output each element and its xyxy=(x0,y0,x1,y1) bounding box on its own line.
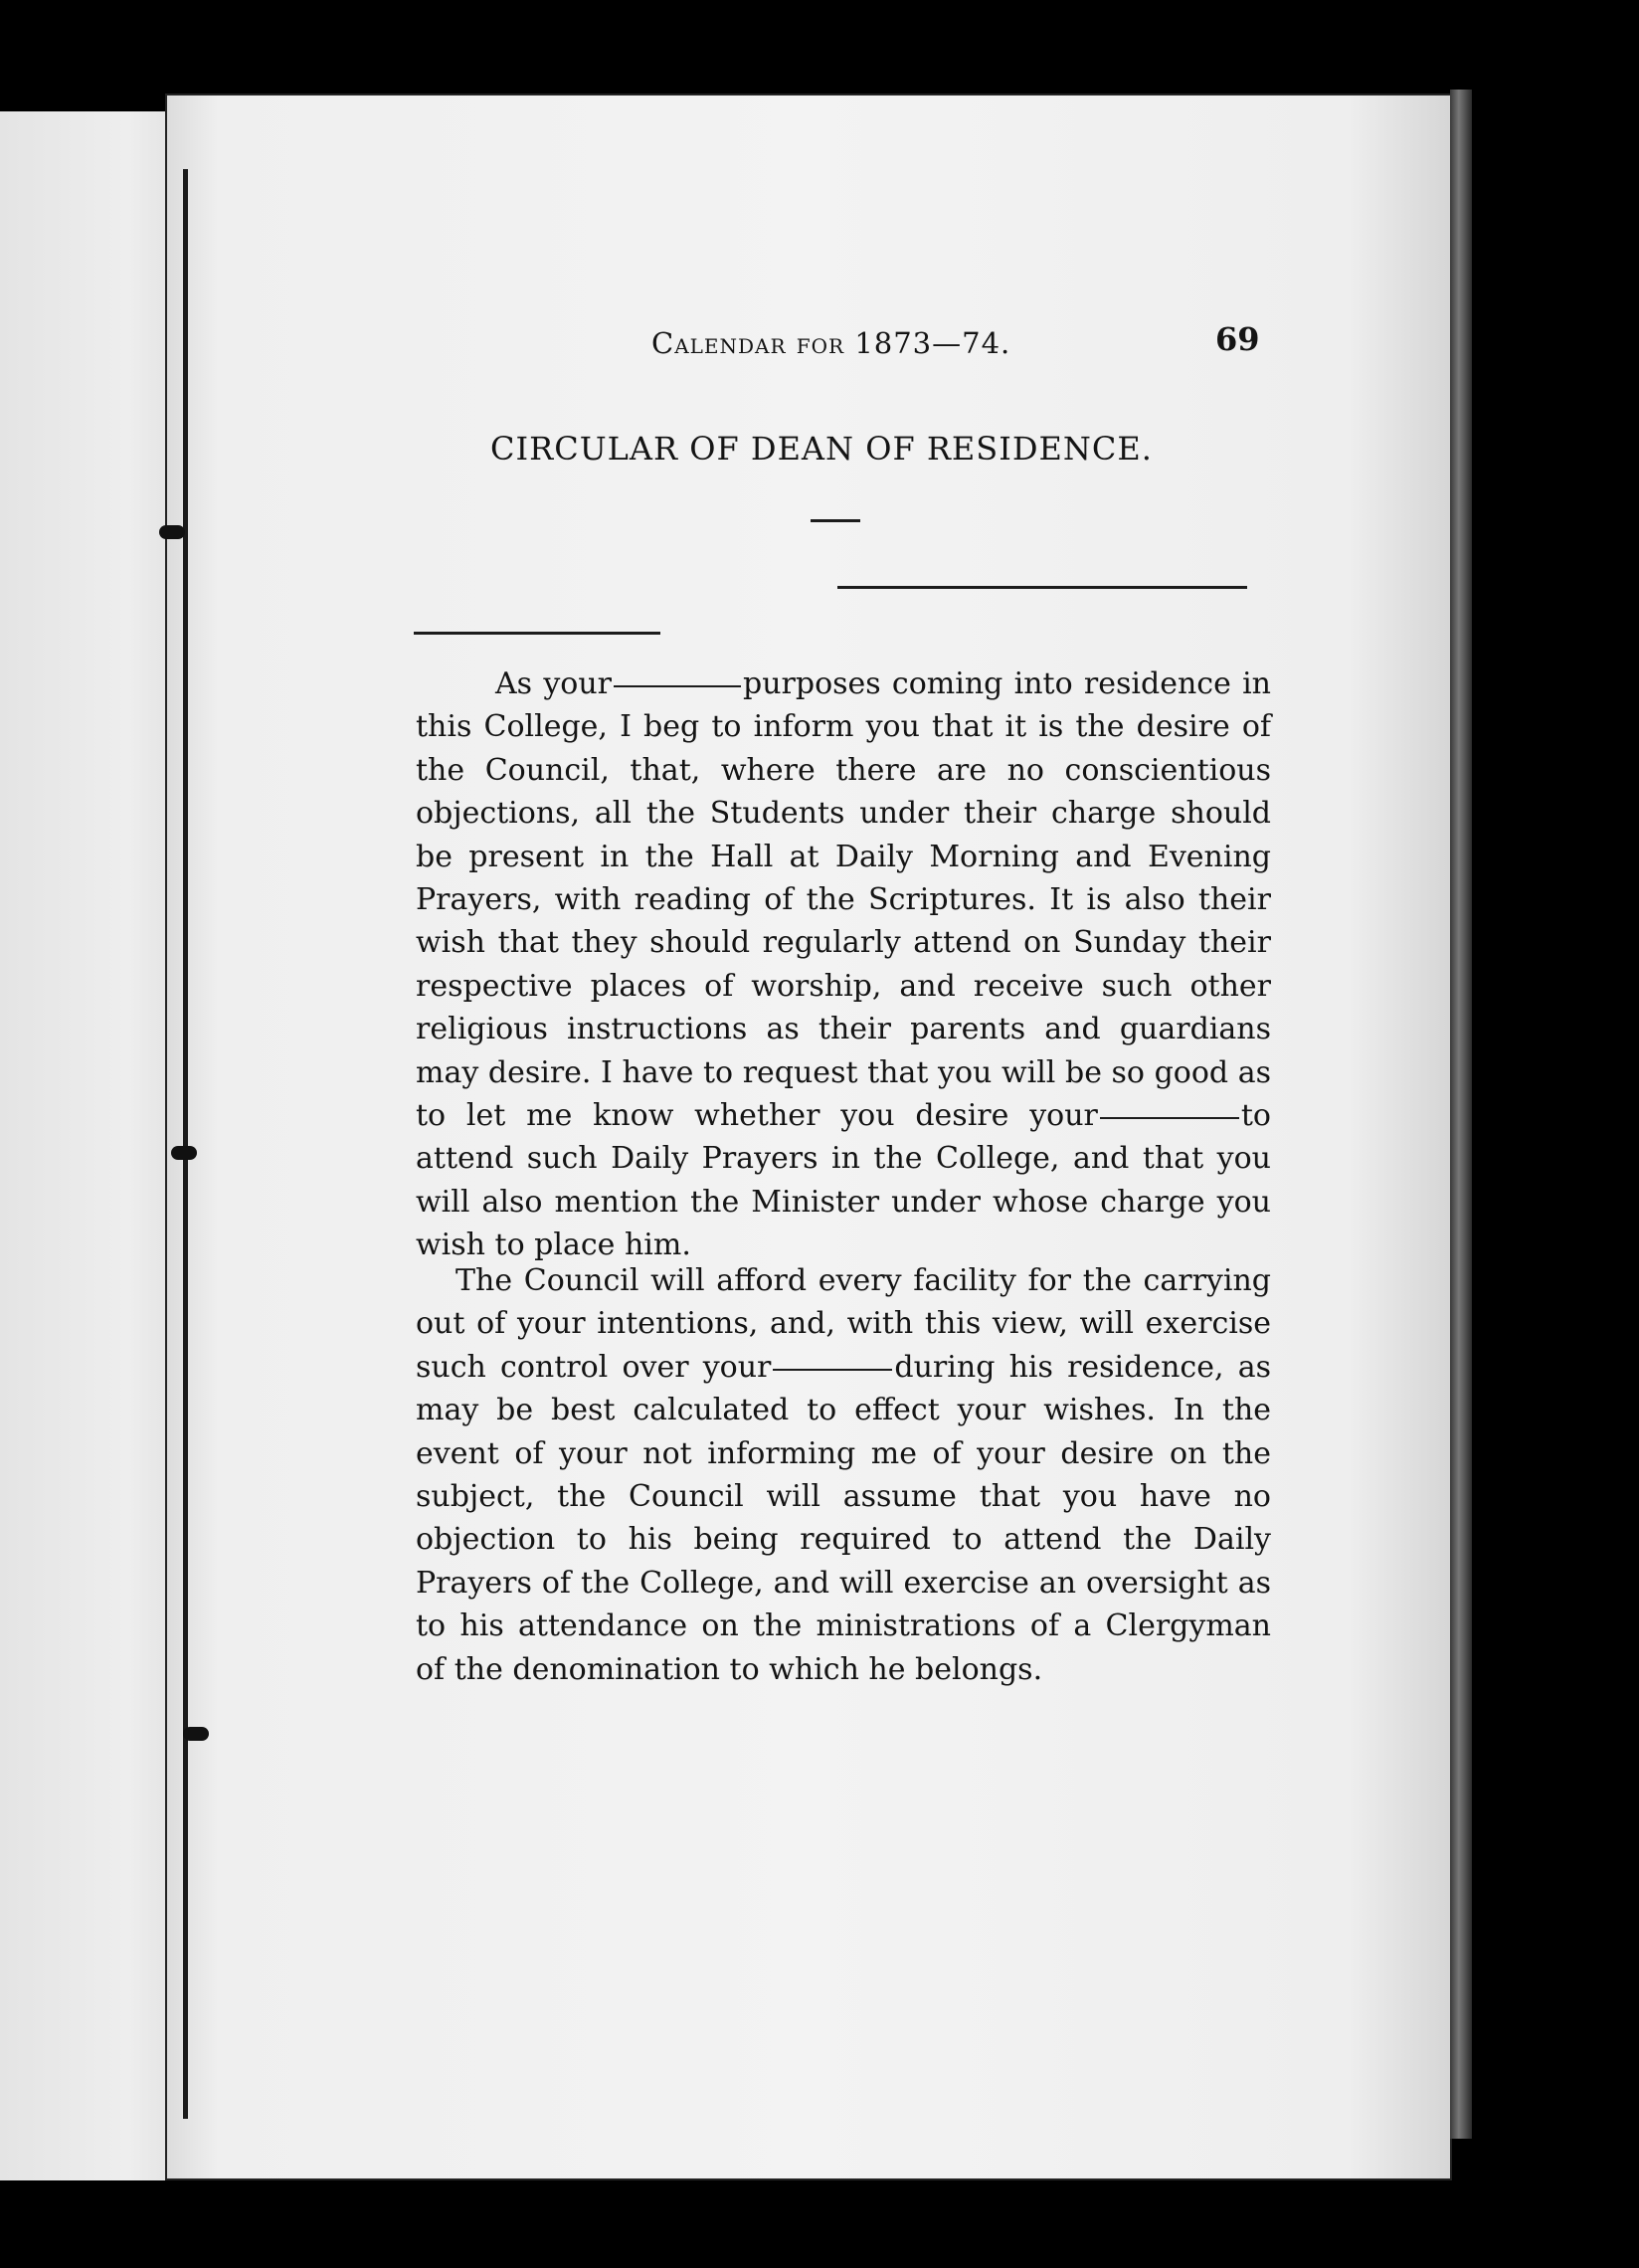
paragraph-1-text-b: purposes coming into residence in this College, I beg to inform you that it is the desire of the Council, that, where there are no conscientious objections, all the Students under their charge should be present in the Hall at Daily Morning and Evening Prayers, with reading of the Scriptures. It is also their wish that they should regularly attend on Sunday their respective places of worship, and receive such other religious instructions as their parents and guardians may desire. I have to request that you will be so good as to let me know whether you desire your xyxy=(416,666,1271,1134)
blank-line xyxy=(1100,1117,1239,1119)
paragraph-1-text-c: to attend such Daily Prayers in the College, and that you will also mention the Minister under whose charge you wish to place him. xyxy=(416,1098,1271,1263)
binding-knot xyxy=(171,1146,197,1160)
date-line xyxy=(837,586,1247,589)
blank-line xyxy=(773,1369,892,1371)
page-title: CIRCULAR OF DEAN OF RESIDENCE. xyxy=(490,430,1153,468)
title-dash xyxy=(811,519,860,522)
page-edge-shadow xyxy=(1450,90,1472,2139)
paragraph-2 xyxy=(416,1259,1271,1691)
binding-thread xyxy=(183,169,188,2119)
paragraph-1 xyxy=(416,662,1271,1267)
paragraph-2-text-a: The Council will afford every facility for the carrying out of your intentions, and, with this view, will exercise such control over your xyxy=(416,1263,1271,1385)
running-head: Calendar for 1873—74. xyxy=(651,326,1011,360)
binding-knot xyxy=(159,525,185,539)
binding-knot xyxy=(183,1727,209,1741)
paragraph-2-text-b: during his residence, as may be best calculated to effect your wishes. In the event of your not informing me of your desire on the subject, the Council will assume that you have no objection to his being required to attend the Daily Prayers of the College, and will exercise an oversight as to his attendance on the ministrations of a Clergyman of the denomination to which he belongs. xyxy=(416,1349,1271,1687)
addressee-line xyxy=(414,632,660,635)
blank-line xyxy=(614,685,741,687)
page-number: 69 xyxy=(1215,320,1260,358)
paragraph-1-text-a: As your xyxy=(495,666,612,701)
